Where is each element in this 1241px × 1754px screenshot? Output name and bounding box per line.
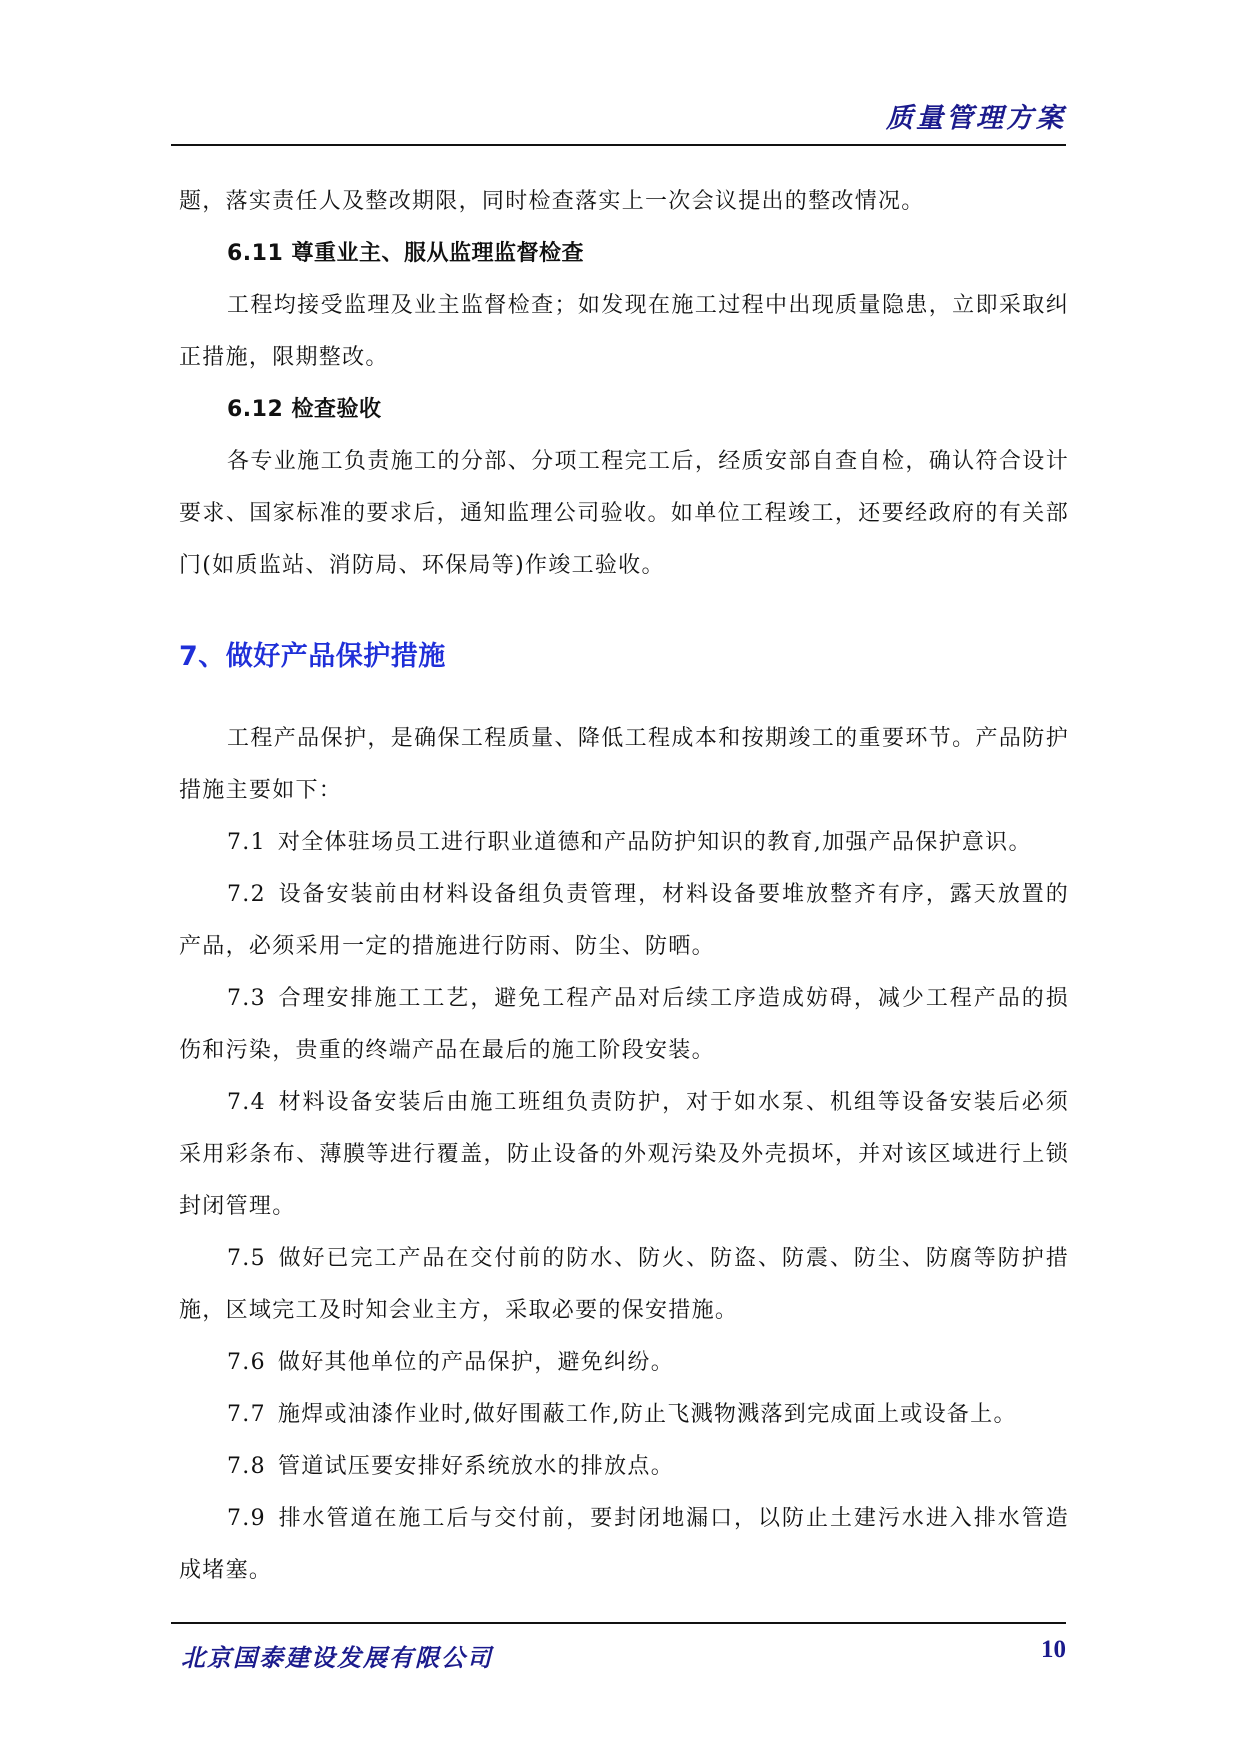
footer-divider	[171, 1622, 1066, 1624]
item-number: 7.4	[227, 1090, 266, 1115]
item-text: 排水管道在施工后与交付前，要封闭地漏口，以防止土建污水进入排水管造成堵塞。	[179, 1506, 1069, 1583]
list-item	[179, 1441, 1069, 1493]
item-number: 7.7	[227, 1402, 266, 1427]
paragraph-continuation: 题，落实责任人及整改期限，同时检查落实上一次会议提出的整改情况。	[179, 189, 925, 214]
item-text: 对全体驻场员工进行职业道德和产品防护知识的教育,加强产品保护意识。	[277, 830, 1032, 855]
item-text: 做好已完工产品在交付前的防水、防火、防盗、防震、防尘、防腐等防护措施，区域完工及时知会业主方，采取必要的保安措施。	[179, 1246, 1069, 1323]
page-content	[179, 176, 1069, 1597]
list-item	[179, 1233, 1069, 1337]
paragraph-6-12: 各专业施工负责施工的分部、分项工程完工后，经质安部自查自检，确认符合设计要求、国家标准的要求后，通知监理公司验收。如单位工程竣工，还要经政府的有关部门(如质监站、消防局、环保局等)作竣工验收。	[179, 449, 1069, 578]
list-item	[179, 1389, 1069, 1441]
header-divider	[171, 144, 1066, 146]
header-title: 质量管理方案	[886, 103, 1066, 134]
list-item	[179, 869, 1069, 973]
item-number: 7.6	[227, 1350, 266, 1375]
list-item	[179, 1493, 1069, 1597]
list-item	[179, 973, 1069, 1077]
item-number: 7.9	[227, 1506, 266, 1531]
item-text: 做好其他单位的产品保护，避免纠纷。	[277, 1350, 674, 1375]
page-number: 10	[1041, 1636, 1066, 1663]
item-number: 7.3	[227, 986, 266, 1011]
item-text: 材料设备安装后由施工班组负责防护，对于如水泵、机组等设备安装后必须采用彩条布、薄膜等进行覆盖，防止设备的外观污染及外壳损坏，并对该区域进行上锁封闭管理。	[179, 1090, 1069, 1219]
paragraph-6-11: 工程均接受监理及业主监督检查；如发现在施工过程中出现质量隐患，立即采取纠正措施，限期整改。	[179, 293, 1069, 370]
footer-company-name: 北京国泰建设发展有限公司	[181, 1643, 493, 1672]
item-text: 设备安装前由材料设备组负责管理，材料设备要堆放整齐有序，露天放置的产品，必须采用一定的措施进行防雨、防尘、防晒。	[179, 882, 1069, 959]
item-number: 7.2	[227, 882, 266, 907]
paragraph-7-intro: 工程产品保护，是确保工程质量、降低工程成本和按期竣工的重要环节。产品防护措施主要如下：	[179, 726, 1069, 803]
item-number: 7.8	[227, 1454, 266, 1479]
subheading-6-11: 6.11 尊重业主、服从监理监督检查	[227, 241, 584, 266]
item-text: 合理安排施工工艺，避免工程产品对后续工序造成妨碍，减少工程产品的损伤和污染，贵重的终端产品在最后的施工阶段安装。	[179, 986, 1069, 1063]
list-item	[179, 1337, 1069, 1389]
section-heading-7: 7、做好产品保护措施	[179, 641, 446, 672]
item-text: 管道试压要安排好系统放水的排放点。	[277, 1454, 674, 1479]
list-item	[179, 1077, 1069, 1233]
item-number: 7.1	[227, 830, 266, 855]
item-text: 施焊或油漆作业时,做好围蔽工作,防止飞溅物溅落到完成面上或设备上。	[277, 1402, 1017, 1427]
list-item	[179, 817, 1069, 869]
item-number: 7.5	[227, 1246, 266, 1271]
subheading-6-12: 6.12 检查验收	[227, 397, 382, 422]
